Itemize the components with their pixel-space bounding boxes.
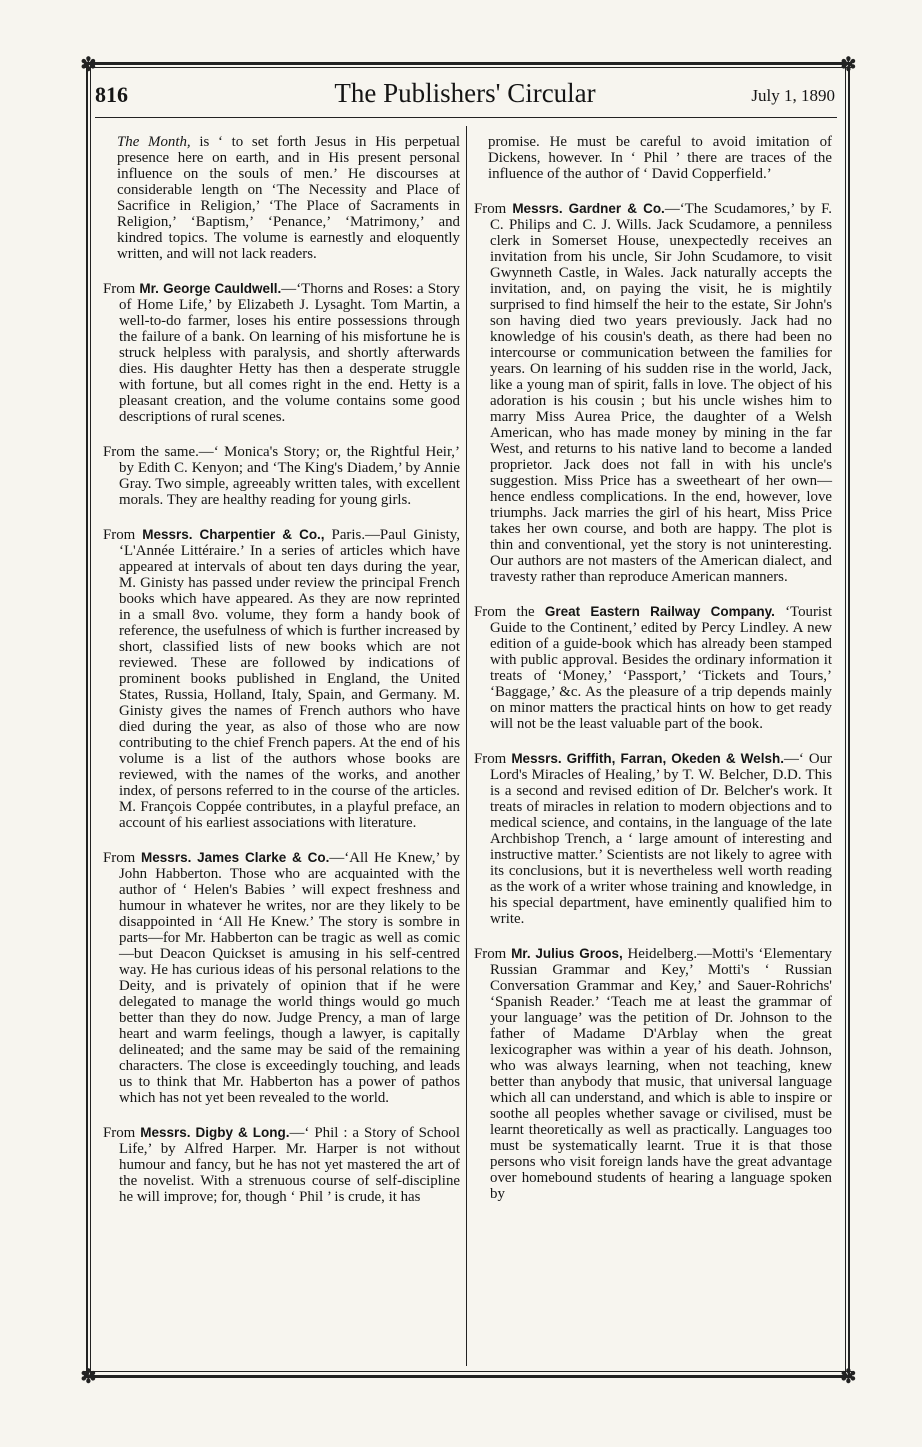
review-paragraph: From Mr. George Cauldwell.—‘Thorns and Roses: a Story of Home Life,’ by Elizabeth J. Lysaght. Tom Martin, a well-to-do farmer, loses his entire possessions through the failure of a bank. On learning of his misfortune he is struck helpless with paralysis, and shortly afterwards dies. His daughter Hetty has then a desperate struggle with fortune, but all comes right in the end. Hetty is a pleasant creation, and the volume contains some good descriptions of rural scenes. [103,281,460,425]
review-paragraph: From Messrs. Griffith, Farran, Okeden & Welsh.—‘ Our Lord's Miracles of Healing,’ by T. W. Belcher, D.D. This is a second and revised edition of Dr. Belcher's work. It treats of miracles in relation to modern objections and to medical science, and contains, in the language of the late Archbishop Trench, a ‘ large amount of interesting and instructive matter.’ Scientists are not likely to agree with its conclusions, but it is nevertheless well worth reading as the work of a writer whose training and knowledge, in his special department, have eminently qualified him to write. [474,751,832,927]
left-border-rule-thin [90,62,91,1378]
corner-ornament-icon: ✽ [840,54,857,76]
review-paragraph: From Mr. Julius Groos, Heidelberg.—Motti's ‘Elementary Russian Grammar and Key,’ Motti's ‘ Russian Conversation Grammar and Key,’ and Sauer-Rohrichs' ‘Spanish Reader.’ ‘Teach me at least the grammar of your language’ was the petition of Dr. Johnson to the father of Madame D'Arblay when the great lexicographer was within a year of his death. Johnson, who was always learning, when not teaching, knew better than anybody that music, that universal language which all can understand, and which is able to inspire or soothe all peoples whether savage or civilised, must be learnt theoretically as well as practically. Languages too must be systematically learnt. True it is that those persons who visit foreign lands have the great advantage over homebound students of hearing a language spoken by [474,946,832,1202]
left-column [103,134,460,1224]
right-border-rule-thin [845,62,846,1378]
review-paragraph: From the Great Eastern Railway Company. ‘Tourist Guide to the Continent,’ edited by Percy Lindley. A new edition of a guide-book which has already been stamped with public approval. Besides the ordinary information it treats of ‘Money,’ ‘Passport,’ ‘Tickets and Tours,’ ‘Baggage,’ &c. As the pleasure of a trip depends mainly on minor matters the practical hints on how to get ready will not be the least valuable part of the book. [474,604,832,732]
top-border-rule-thin [84,67,852,68]
page-title: The Publishers' Circular [334,78,596,108]
top-border-rule [84,62,852,65]
left-border-rule [86,62,88,1378]
corner-ornament-icon: ✽ [840,1366,857,1388]
page-number: 816 [95,82,128,107]
review-paragraph: promise. He must be careful to avoid imitation of Dickens, however. In ‘ Phil ’ there are traces of the influence of the author of ‘ David Copperfield.’ [488,134,832,182]
publisher-name: Great Eastern Railway Company. [544,604,775,619]
publisher-name: Messrs. James Clarke & Co. [141,850,330,865]
publisher-name: Mr. George Cauldwell. [139,281,282,296]
publisher-name: Mr. Julius Groos, [511,946,623,961]
bottom-border-rule-thin [84,1371,852,1372]
review-paragraph: From Messrs. James Clarke & Co.—‘All He Knew,’ by John Habberton. Those who are acquainted with the author of ‘ Helen's Babies ’ will expect freshness and humour in whatever he writes, nor are they likely to be disappointed in ‘All He Knew.’ The story is sombre in parts—for Mr. Habberton can be tragic as well as comic—but Deacon Quickset is amusing in his self-centred way. He has curious ideas of his personal relations to the Deity, and is privately of opinion that if he were delegated to manage the world things would go much better than they do now. Judge Prency, a man of large heart and warm feelings, though a lawyer, is capitally delineated; and the same may be said of the remaining characters. The close is exceedingly touching, and leads us to think that Mr. Habberton has a power of pathos which has not yet been revealed to the world. [103,850,460,1106]
review-paragraph: From Messrs. Charpentier & Co., Paris.—Paul Ginisty, ‘L'Année Littéraire.’ In a series of articles which have appeared at intervals of about ten days during the year, M. Ginisty has passed under review the principal French books which have appeared. As they are now reprinted in a small 8vo. volume, they form a handy book of reference, the usefulness of which is further increased by short, classified lists of new books which are not reviewed. These are followed by indications of prominent books published in England, the United States, Russia, Holland, Italy, Spain, and Germany. M. Ginisty gives the names of French authors who have died during the year, as also of those who are now contributing to the chief French papers. At the end of his volume is a list of the authors whose books are reviewed, with the names of the works, and another index, of persons referred to in the course of the articles. M. François Coppée contributes, in a playful preface, an account of his earliest associations with literature. [103,527,460,831]
corner-ornament-icon: ✽ [80,54,97,76]
review-paragraph: From Messrs. Gardner & Co.—‘The Scudamores,’ by F. C. Philips and C. J. Wills. Jack Scudamore, a penniless clerk in Somerset House, unexpectedly receives an invitation from his uncle, Sir John Scudamore, to visit Gwynneth Castle, in Wales. Jack naturally accepts the invitation, and, on paying the visit, he is mightily surprised to find himself the heir to the estate, Sir John's son having died two years previously. Jack had no knowledge of his cousin's death, as there had been no intercourse or communication between the families for years. On learning of his sudden rise in the world, Jack, like a young man of spirit, falls in love. The object of his adoration is his cousin ; but his uncle wishes him to marry Miss Aurea Price, the daughter of a Welsh American, who has made money by mining in the far West, and returns to his native land to become a landed proprietor. Jack does not fall in with his uncle's suggestion. Miss Price has a sweetheart of her own—hence endless complications. In the end, however, love triumphs. Jack marries the girl of his heart, Miss Price takes her own course, and both are happy. The plot is thin and conventional, yet the story is not uninteresting. Our authors are not masters of the American dialect, and travesty rather than reproduce American manners. [474,201,832,585]
review-paragraph: From the same.—‘ Monica's Story; or, the Rightful Heir,’ by Edith C. Kenyon; and ‘The King's Diadem,’ by Annie Gray. Two simple, agreeably written tales, with excellent morals. They are healthy reading for young girls. [103,444,460,508]
right-column [474,134,832,1221]
publisher-name: Messrs. Griffith, Farran, Okeden & Welsh. [511,751,784,766]
publisher-name: Messrs. Charpentier & Co., [142,527,325,542]
bottom-border-rule [84,1375,852,1378]
page-header [95,78,835,112]
review-paragraph: From Messrs. Digby & Long.—‘ Phil : a Story of School Life,’ by Alfred Harper. Mr. Harper is not without humour and fancy, but he has not yet mastered the art of the novelist. With a strenuous course of self-discipline he will improve; for, though ‘ Phil ’ is crude, it has [103,1125,460,1205]
review-paragraph: The Month, is ‘ to set forth Jesus in His perpetual presence here on earth, and in His present personal influence on the souls of men.’ He discourses at considerable length on ‘The Necessity and Place of Sacrifice in Religion,’ ‘The Place of Sacraments in Religion,’ ‘Baptism,’ ‘Penance,’ ‘Matrimony,’ and kindred topics. The volume is earnestly and eloquently written, and will not lack readers. [117,134,460,262]
header-rule [95,117,837,118]
publisher-name: Messrs. Gardner & Co. [512,201,665,216]
column-divider [466,126,467,1366]
publisher-name: Messrs. Digby & Long. [140,1125,290,1140]
corner-ornament-icon: ✽ [80,1366,97,1388]
right-border-rule [848,62,850,1378]
issue-date: July 1, 1890 [751,86,835,105]
